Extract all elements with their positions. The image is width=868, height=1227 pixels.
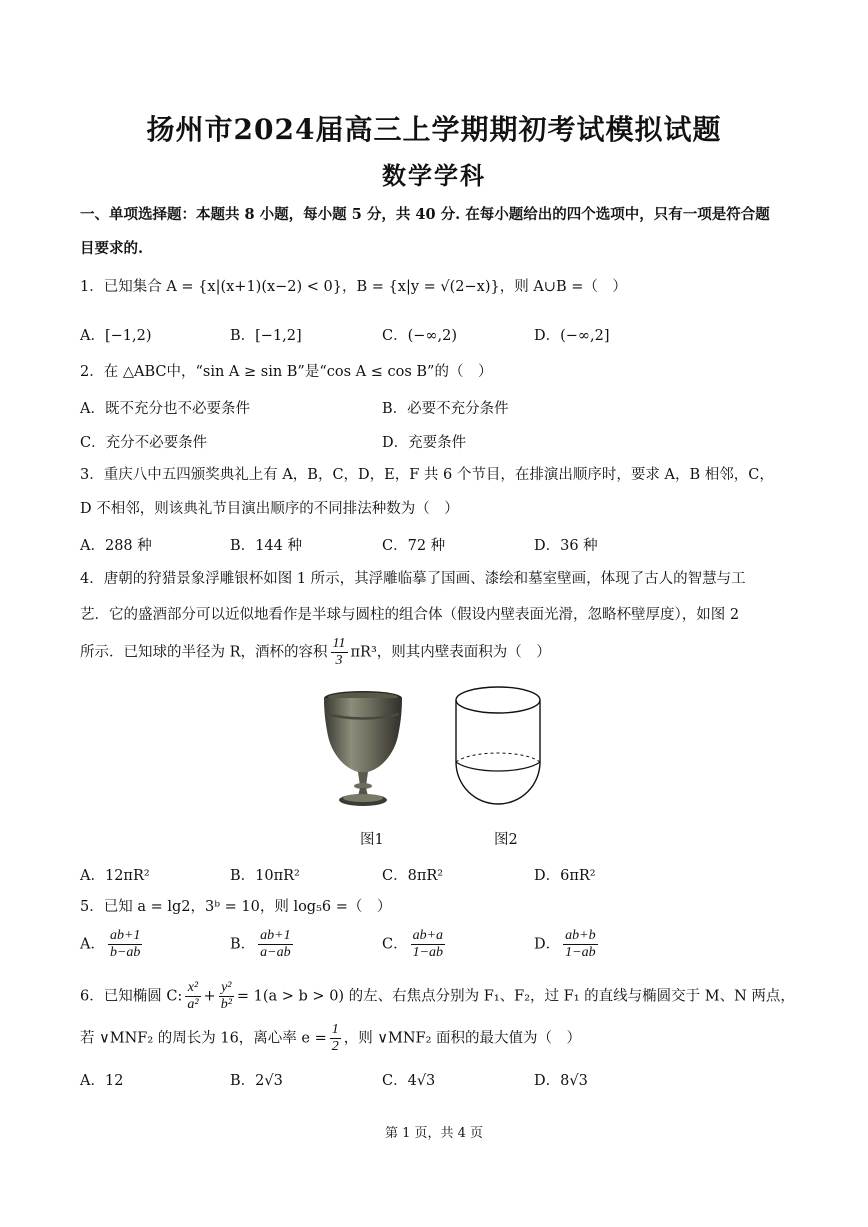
q1-option-d: D．(−∞,2]	[534, 328, 610, 344]
q5-c-denominator: 1−ab	[412, 945, 444, 960]
q4-option-c: C．8πR²	[382, 868, 444, 884]
q4-option-d: D．6πR²	[534, 868, 596, 884]
q5-d-denominator: 1−ab	[565, 945, 596, 960]
q6-line2-pre: 若 ∨MNF₂ 的周长为 16，离心率 e =	[80, 1030, 327, 1047]
exam-title: 扬州市2024届高三上学期期初考试模拟试题	[146, 113, 722, 146]
q4-line1: 4．唐朝的狩猎景象浮雕银杯如图 1 所示，其浮雕临摹了国画、漆绘和墓室壁画，体现了古人的智慧与工	[80, 571, 746, 587]
q6-line1: 6．已知椭圆 C: $\frac{\text{x²}}{\text{a²}}$ + $\frac{\text{y²}}{\text{b²}}$ = 1(a > b > 0) 的左、右焦点分别为 F₁、F₂，过 F₁ 的直线与椭圆交于 M、N 两点，	[80, 980, 795, 1012]
q1-option-c: C．(−∞,2)	[382, 328, 457, 344]
section-heading-line1: 一、单项选择题：本题共 8 小题，每小题 5 分，共 40 分. 在每小题给出的四个选项中，只有一项是符合题	[80, 206, 770, 223]
q2-option-d: D．充要条件	[382, 435, 467, 451]
q5-a-numerator: ab+1	[109, 928, 141, 943]
q3-option-c: C．72 种	[382, 538, 446, 554]
q1-option-a: A．[−1,2)	[80, 328, 152, 344]
q6-y-numerator: y²	[219, 980, 234, 997]
q2-option-b: B．必要不充分条件	[382, 401, 509, 417]
q1-option-b: B．[−1,2]	[230, 328, 302, 344]
cylinder-hemisphere-diagram	[452, 684, 544, 812]
q3-option-b: B．144 种	[230, 538, 302, 554]
subject-title: 数学学科	[382, 161, 486, 190]
q5-stem: 5．已知 a = lg2，3ᵇ = 10，则 log₅6 =（ ）	[80, 899, 392, 915]
q5-d-fraction	[563, 928, 597, 961]
q5-option-d	[534, 928, 601, 961]
q5-b-denominator: a−ab	[260, 945, 291, 960]
q6-option-c: C．4√3	[382, 1073, 436, 1089]
silver-cup-image	[318, 688, 408, 812]
q6-line1-post: = 1(a > b > 0) 的左、右焦点分别为 F₁、F₂，过 F₁ 的直线与椭圆交于 M、N 两点，	[236, 988, 795, 1005]
q4-option-b: B．10πR²	[230, 868, 300, 884]
q6-e-numerator: 1	[331, 1022, 339, 1037]
q3-line1: 3．重庆八中五四颁奖典礼上有 A，B，C，D，E，F 共 6 个节目，在排演出顺序时，要求 A，B 相邻，C，	[80, 467, 774, 483]
q5-d-label: D．	[534, 936, 561, 953]
q5-option-c	[382, 928, 448, 961]
q6-line1-pre: 6．已知椭圆 C:	[80, 988, 183, 1005]
q4-option-a: A．12πR²	[80, 868, 150, 884]
q6-x-numerator: x²	[185, 980, 200, 997]
figure1-caption: 图1	[360, 832, 384, 848]
q2-stem: 2．在 △ABC中，“sin A ≥ sin B”是“cos A ≤ cos B”的（ ）	[80, 364, 493, 380]
q6-option-a: A．12	[80, 1073, 124, 1089]
q1-stem: 1．已知集合 A = {x|(x+1)(x−2) < 0}，B = {x|y = √(2−x)}，则 A∪B =（ ）	[80, 279, 627, 295]
q4-line3-post: πR³，则其内壁表面积为（ ）	[350, 644, 551, 661]
q6-x-denominator: a²	[187, 997, 199, 1012]
q5-b-numerator: ab+1	[260, 928, 291, 943]
q6-e-denominator: 2	[331, 1039, 339, 1054]
q6-y-denominator: b²	[220, 997, 232, 1012]
q5-c-label: C．	[382, 936, 408, 953]
q4-line3-pre: 所示．已知球的半径为 R，酒杯的容积	[80, 644, 328, 661]
q6-line2-post: ，则 ∨MNF₂ 面积的最大值为（ ）	[343, 1030, 581, 1047]
q5-a-denominator: b−ab	[109, 945, 141, 960]
q5-a-fraction	[108, 928, 142, 961]
q6-x-fraction	[185, 980, 200, 1013]
q2-option-c: C．充分不必要条件	[80, 435, 208, 451]
q5-c-fraction	[411, 928, 445, 961]
q4-line3	[80, 636, 551, 669]
q5-option-a	[80, 928, 145, 961]
q5-c-numerator: ab+a	[412, 928, 444, 943]
q4-frac-denominator: 3	[335, 653, 343, 668]
q4-fraction	[331, 636, 348, 669]
q5-b-fraction	[258, 928, 292, 961]
q4-frac-numerator: 11	[332, 636, 346, 651]
q6-line2	[80, 1022, 581, 1055]
q3-line2: D 不相邻，则该典礼节目演出顺序的不同排法种数为（ ）	[80, 501, 459, 517]
q5-a-label: A．	[80, 936, 105, 953]
q5-d-numerator: ab+b	[565, 928, 596, 943]
q3-option-a: A．288 种	[80, 538, 152, 554]
q5-option-b	[230, 928, 296, 961]
q3-option-d: D．36 种	[534, 538, 598, 554]
q2-option-a: A．既不充分也不必要条件	[80, 401, 250, 417]
figure2-caption: 图2	[494, 832, 518, 848]
page-footer: 第 1 页，共 4 页	[384, 1126, 484, 1141]
section-heading-line2: 目要求的.	[80, 240, 144, 257]
q6-y-fraction	[219, 980, 234, 1013]
q5-b-label: B．	[230, 936, 256, 953]
q6-e-fraction	[330, 1022, 341, 1055]
q6-option-b: B．2√3	[230, 1073, 283, 1089]
q6-option-d: D．8√3	[534, 1073, 588, 1089]
q4-line2: 艺．它的盛酒部分可以近似地看作是半球与圆柱的组合体（假设内壁表面光滑，忽略杯壁厚度），如图 2	[80, 607, 740, 623]
